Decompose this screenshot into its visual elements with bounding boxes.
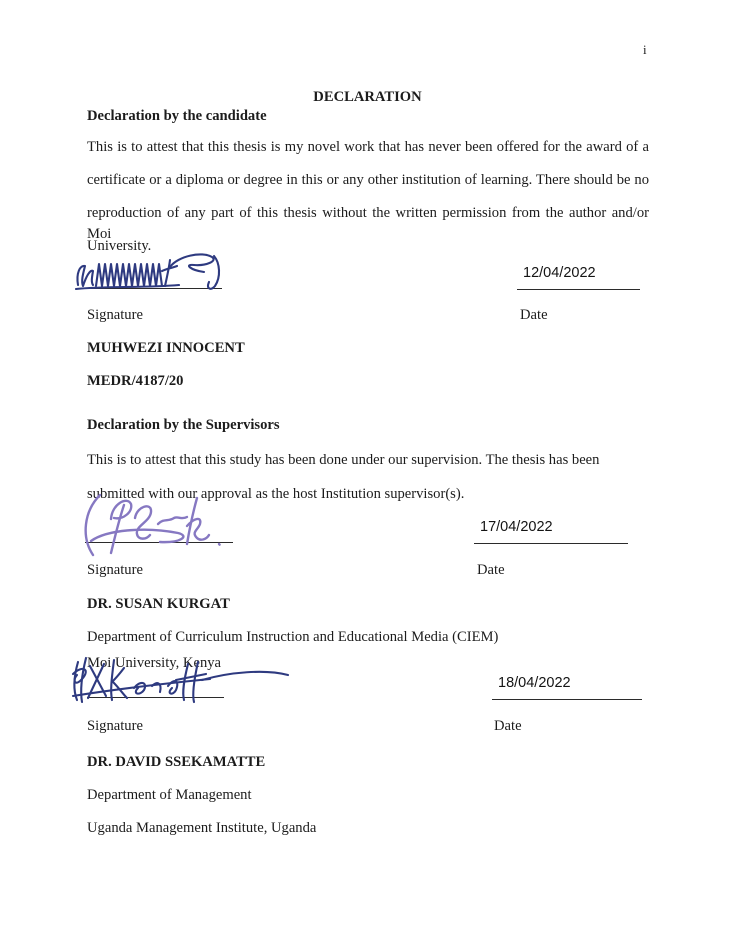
supervisor2-signature-label: Signature	[87, 718, 143, 734]
candidate-date-label: Date	[520, 307, 548, 323]
supervisors-body-line: This is to attest that this study has been done under our supervision. The thesis has been	[87, 452, 600, 468]
candidate-name: MUHWEZI INNOCENT	[87, 340, 245, 356]
supervisor1-department: Department of Curriculum Instruction and Educational Media (CIEM)	[87, 629, 499, 645]
supervisor2-department: Department of Management	[87, 787, 252, 803]
candidate-body-line: reproduction of any part of this thesis without the written permission from the author and/or Moi	[87, 205, 649, 242]
candidate-signature-label: Signature	[87, 307, 143, 323]
candidate-registration-number: MEDR/4187/20	[87, 373, 184, 389]
supervisor2-date-label: Date	[494, 718, 522, 734]
supervisor1-name: DR. SUSAN KURGAT	[87, 596, 230, 612]
supervisor1-date-label: Date	[477, 562, 505, 578]
candidate-body-line: University.	[87, 238, 152, 254]
supervisors-declaration-heading: Declaration by the Supervisors	[87, 417, 280, 433]
supervisor2-date-field: 18/04/2022	[492, 672, 642, 700]
page-number: i	[643, 42, 647, 57]
page-title: DECLARATION	[313, 89, 422, 105]
candidate-handwritten-signature	[74, 249, 226, 293]
supervisor2-institution: Uganda Management Institute, Uganda	[87, 820, 317, 836]
supervisor1-signature-label: Signature	[87, 562, 143, 578]
supervisor1-institution: Moi University, Kenya	[87, 655, 222, 671]
candidate-declaration-heading: Declaration by the candidate	[87, 108, 267, 124]
supervisor1-handwritten-signature	[78, 489, 240, 561]
supervisor1-date-field: 17/04/2022	[474, 516, 628, 544]
candidate-body-line: This is to attest that this thesis is my novel work that has never been offered for the award of a	[87, 139, 649, 155]
supervisor2-name: DR. DAVID SSEKAMATTE	[87, 754, 266, 770]
candidate-body-line: certificate or a diploma or degree in this or any other institution of learning. There should be no	[87, 172, 649, 188]
candidate-date-field: 12/04/2022	[517, 262, 640, 290]
supervisor2-handwritten-signature	[70, 648, 295, 706]
supervisors-body-line: submitted with our approval as the host Institution supervisor(s).	[87, 486, 465, 502]
